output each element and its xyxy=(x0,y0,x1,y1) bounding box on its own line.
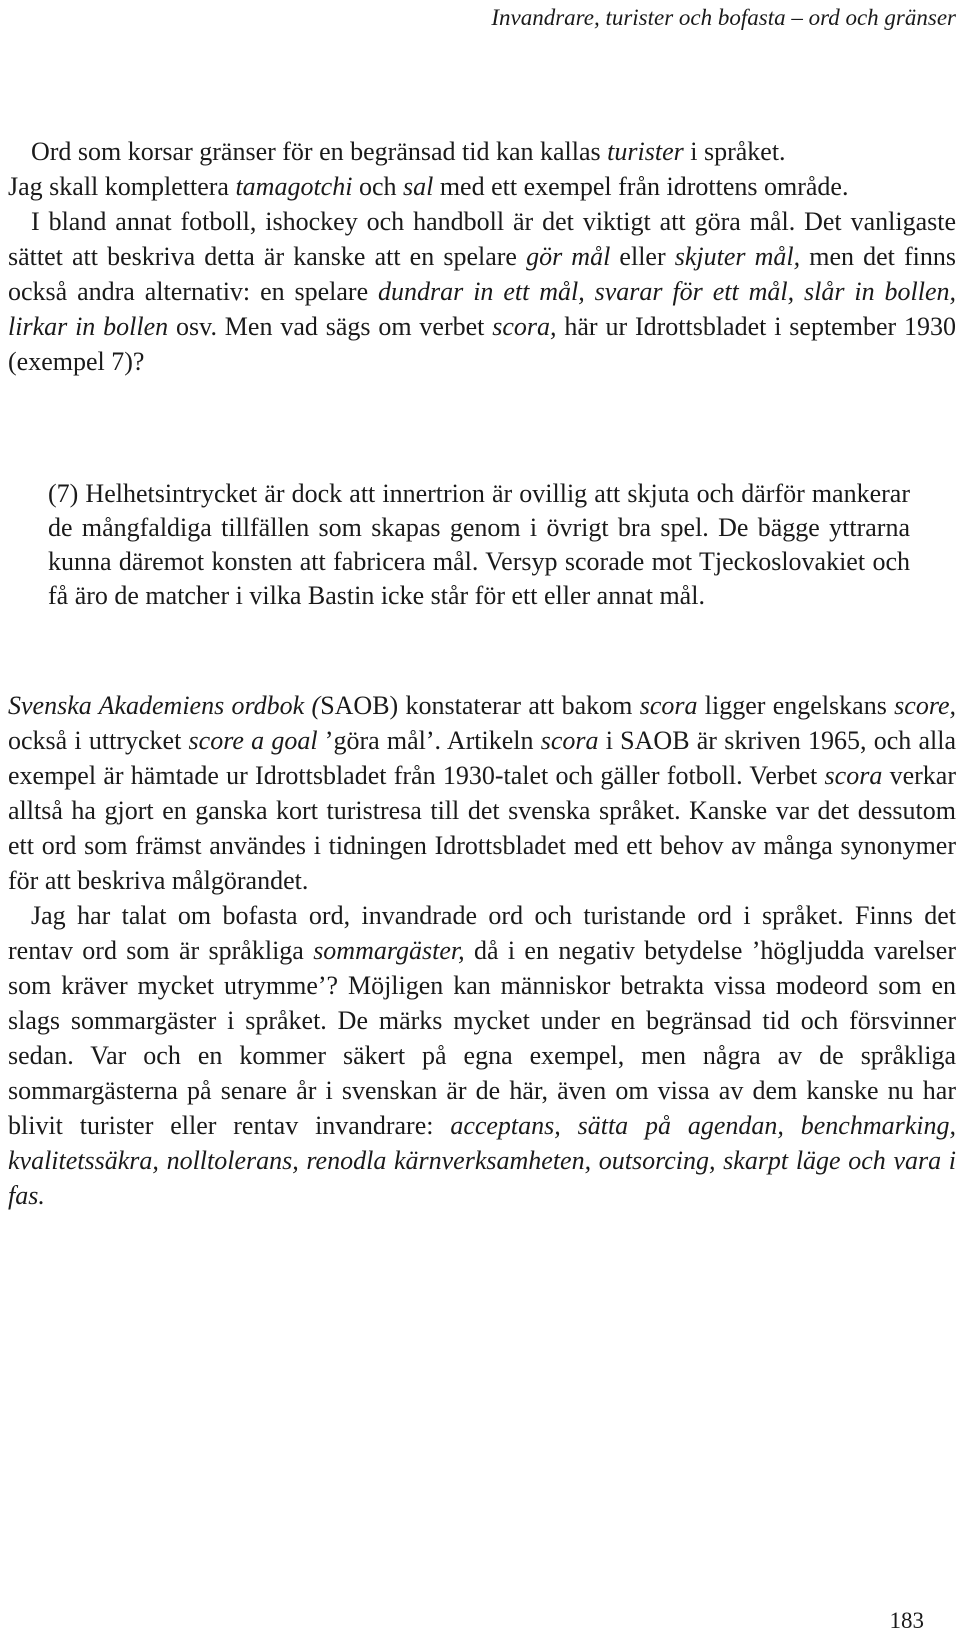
paragraph-saob: Svenska Akademiens ordbok (SAOB) konstaterar att bakom scora ligger engelskans score, också i uttrycket score a goal ’göra mål’. Artikeln scora i SAOB är skriven 1965, och alla exempel är hämtade ur Idrottsbladet från 1930-talet och gäller fotboll. Verbet scora verkar alltså ha gjort en ganska kort turistresa till det svenska språket. Kanske var det dessutom ett ord som främst användes i tidningen Idrottsbladet med ett behov av många synonymer för att beskriva målgörandet. xyxy=(8,691,957,895)
paragraph-scoring: I bland annat fotboll, ishockey och handboll är det viktigt att göra mål. Det vanligaste sättet att beskriva detta är kanske att en spelare gör mål eller skjuter mål, men det finns också andra alternativ: en spelare dundrar in ett mål, svarar för ett mål, slår in bollen, lirkar in bollen osv. Men vad sägs om verbet scora, här ur Idrottsbladet i september 1930 (exempel 7)? xyxy=(8,207,957,376)
example-quote: (7) Helhetsintrycket är dock att innertrion är ovillig att skjuta och därför mankerar de mångfaldiga tillfällen som skapas genom i övrigt bra spel. De bägge yttrarna kunna däremot konsten att fabricera mål. Versyp scorade mot Tjeckoslovakiet och få äro de matcher i vilka Bastin icke står för ett eller annat mål. xyxy=(48,479,910,610)
paragraph-summer-guests: Jag har talat om bofasta ord, invandrade ord och turistande ord i språket. Finns det rentav ord som är språkliga sommargäster, då i en negativ betydelse ’högljudda varelser som kräver mycket utrymme’? Möjligen kan människor betrakta vissa modeord som en slags sommargäster i språket. De märks mycket under en begränsad tid och försvinner sedan. Var och en kommer säkert på egna exempel, men några av de språkliga sommargästerna på senare år i svenskan är de här, även om vissa av dem kanske nu har blivit turister eller rentav invandrare: acceptans, sätta på agendan, benchmarking, kvalitetssäkra, nolltolerans, renodla kärnverksamheten, outsorcing, skarpt läge och vara i fas. xyxy=(8,901,957,1210)
main-text-block xyxy=(8,688,956,1213)
paragraph-tourists: Ord som korsar gränser för en begränsad tid kan kallas turister i språket. xyxy=(31,137,786,166)
running-head: Invandrare, turister och bofasta – ord och gränser xyxy=(491,5,956,30)
intro-text-block xyxy=(8,134,956,379)
paragraph-complement: Jag skall komplettera tamagotchi och sal med ett exempel från idrottens område. xyxy=(8,172,849,201)
page-number: 183 xyxy=(889,1608,924,1633)
